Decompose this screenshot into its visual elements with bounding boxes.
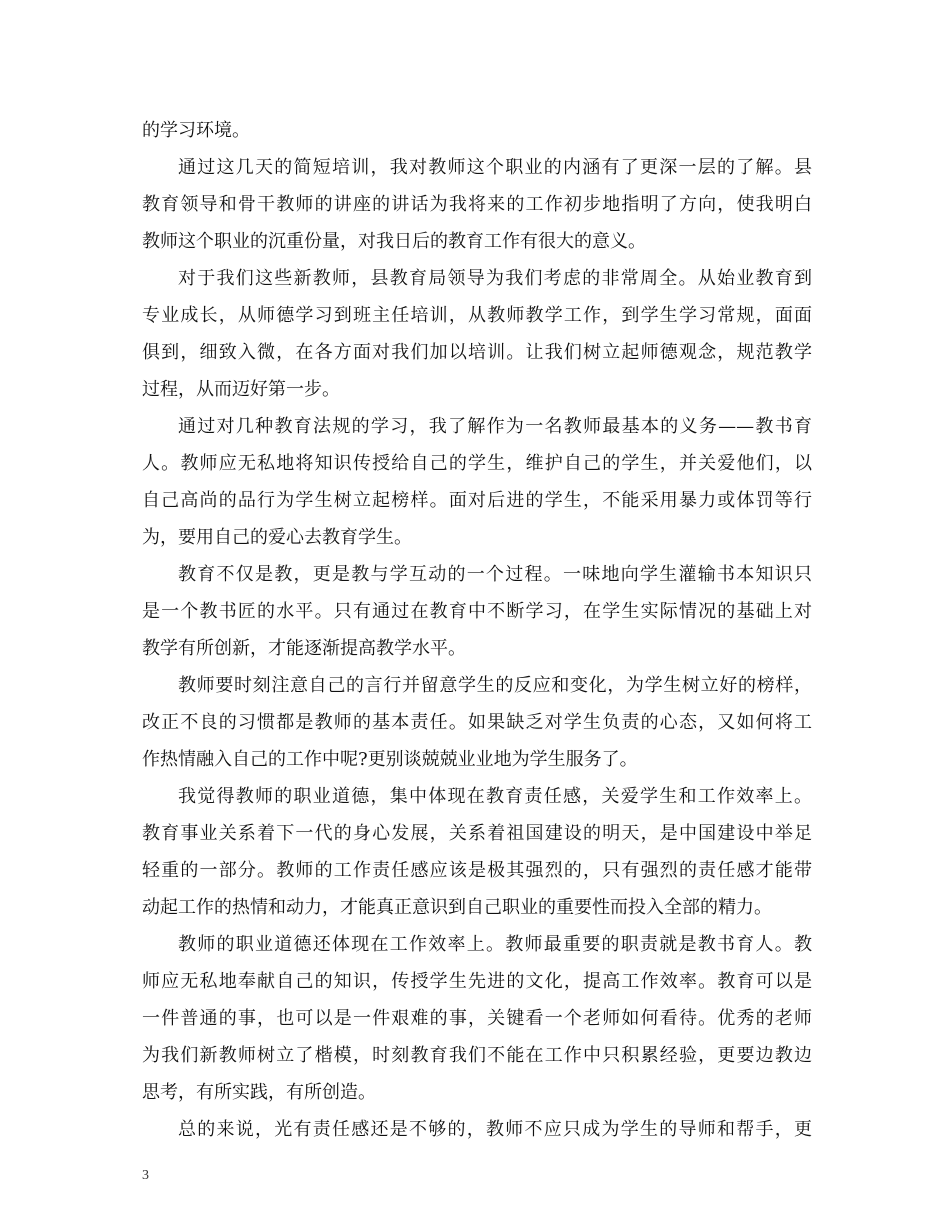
text-line: 教育不仅是教，更是教与学互动的一个过程。一味地向学生灌输书本知识只 bbox=[178, 564, 812, 585]
text-line: 对于我们这些新教师，县教育局领导为我们考虑的非常周全。从始业教育到 bbox=[178, 268, 812, 289]
paragraph-conduct bbox=[142, 667, 812, 778]
text-line: 是一个教书匠的水平。只有通过在教育中不断学习，在学生实际情况的基础上对 bbox=[142, 601, 812, 622]
text-line: 过程，从而迈好第一步。 bbox=[142, 379, 340, 400]
text-line: 为我们新教师树立了楷模，时刻教育我们不能在工作中只积累经验，更要边教边 bbox=[142, 1045, 812, 1066]
text-line: 教师这个职业的沉重份量，对我日后的教育工作有很大的意义。 bbox=[142, 231, 646, 252]
document-body bbox=[142, 112, 812, 1148]
text-line: 改正不良的习惯都是教师的基本责任。如果缺乏对学生负责的心态，又如何将工 bbox=[142, 712, 812, 733]
text-line: 教师要时刻注意自己的言行并留意学生的反应和变化，为学生树立好的榜样， bbox=[178, 675, 812, 696]
text-line: 通过对几种教育法规的学习，我了解作为一名教师最基本的义务——教书育 bbox=[178, 416, 812, 437]
page-number: 3 bbox=[142, 1168, 149, 1183]
text-line: 通过这几天的简短培训，我对教师这个职业的内涵有了更深一层的了解。县 bbox=[178, 157, 812, 178]
paragraph-summary bbox=[142, 1111, 812, 1148]
paragraph-efficiency bbox=[142, 926, 812, 1111]
text-line: 人。教师应无私地将知识传授给自己的学生，维护自己的学生，并关爱他们，以 bbox=[142, 453, 812, 474]
paragraph-training bbox=[142, 149, 812, 260]
text-line: 轻重的一部分。教师的工作责任感应该是极其强烈的，只有强烈的责任感才能带 bbox=[142, 860, 812, 881]
paragraph-teaching-interaction bbox=[142, 556, 812, 667]
text-line: 师应无私地奉献自己的知识，传授学生先进的文化，提高工作效率。教育可以是 bbox=[142, 971, 812, 992]
text-line: 为，要用自己的爱心去教育学生。 bbox=[142, 527, 412, 548]
paragraph-responsibility bbox=[142, 778, 812, 926]
paragraph-education-law bbox=[142, 408, 812, 556]
text-line: 专业成长，从师德学习到班主任培训，从教师教学工作，到学生学习常规，面面 bbox=[142, 305, 812, 326]
text-line: 我觉得教师的职业道德，集中体现在教育责任感，关爱学生和工作效率上。 bbox=[178, 786, 812, 807]
text-line: 俱到，细致入微，在各方面对我们加以培训。让我们树立起师德观念，规范教学 bbox=[142, 342, 812, 363]
text-line: 动起工作的热情和动力，才能真正意识到自己职业的重要性而投入全部的精力。 bbox=[142, 897, 772, 918]
text-line: 一件普通的事，也可以是一件艰难的事，关键看一个老师如何看待。优秀的老师 bbox=[142, 1008, 812, 1029]
text-line: 教师的职业道德还体现在工作效率上。教师最重要的职责就是教书育人。教 bbox=[178, 934, 812, 955]
text-line: 的学习环境。 bbox=[142, 120, 250, 141]
text-line: 自己高尚的品行为学生树立起榜样。面对后进的学生，不能采用暴力或体罚等行 bbox=[142, 490, 812, 511]
text-line: 作热情融入自己的工作中呢?更别谈兢兢业业地为学生服务了。 bbox=[142, 749, 638, 770]
text-line: 教育事业关系着下一代的身心发展，关系着祖国建设的明天，是中国建设中举足 bbox=[142, 823, 812, 844]
paragraph-new-teachers bbox=[142, 260, 812, 408]
text-line: 总的来说，光有责任感还是不够的，教师不应只成为学生的导师和帮手，更 bbox=[178, 1119, 812, 1140]
text-line: 教育领导和骨干教师的讲座的讲话为我将来的工作初步地指明了方向，使我明白 bbox=[142, 194, 812, 215]
paragraph-continuation bbox=[142, 112, 812, 149]
text-line: 教学有所创新，才能逐渐提高教学水平。 bbox=[142, 638, 466, 659]
text-line: 思考，有所实践，有所创造。 bbox=[142, 1082, 376, 1103]
